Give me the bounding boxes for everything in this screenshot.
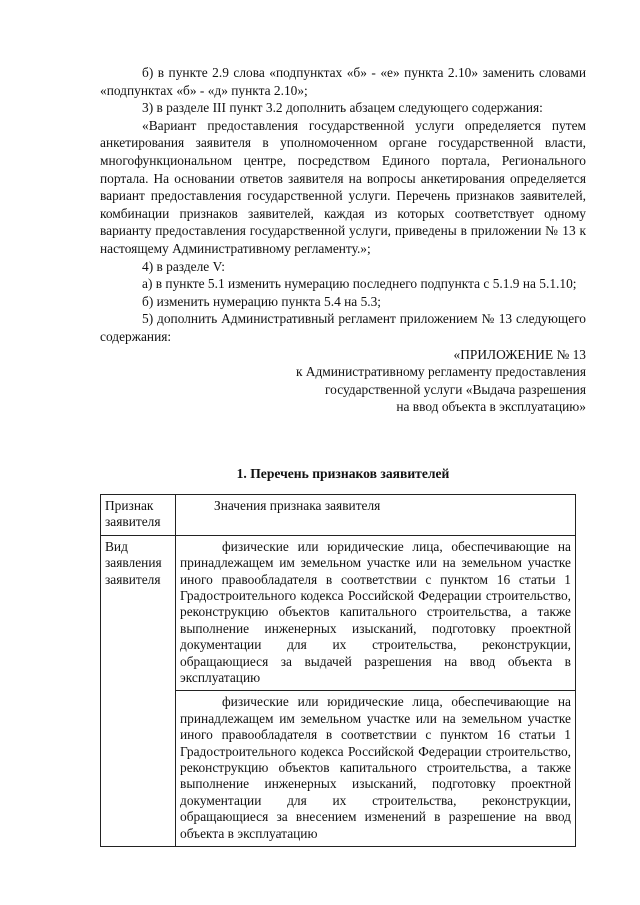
table-row-label: Вид заявления заявителя <box>101 535 176 846</box>
table-header-attribute: Признак заявителя <box>101 494 176 535</box>
appendix-reference-2: государственной услуги «Выдача разрешения <box>325 381 586 397</box>
appendix-reference-3: на ввод объекта в эксплуатацию» <box>396 399 586 415</box>
section-title: 1. Перечень признаков заявителей <box>236 465 450 481</box>
table-header-row <box>101 494 576 535</box>
appendix-header <box>100 346 586 416</box>
paragraph-section-3: 3) в разделе III пункт 3.2 дополнить абзацем следующего содержания: <box>142 100 543 116</box>
document-page <box>100 64 586 847</box>
table-header-values: Значения признака заявителя <box>176 494 576 535</box>
value-text-1: физические или юридические лица, обеспечивающие на принадлежащем им земельном участке или на земельном участке иного правообладателя в соответствии с пунктом 16 статьи 1 Градостроительного кодекса Российской Федерации строительство, реконструкцию объектов капитального строительства, а также выполнение инженерных изысканий, подготовку проектной документации для их строительства, реконструкции, обращающиеся за выдачей разрешения на ввод объекта в эксплуатацию <box>180 538 571 685</box>
applicant-attributes-table <box>100 494 576 847</box>
paragraph-2-9: б) в пункте 2.9 слова «подпунктах «б» - «е» пункта 2.10» заменить словами «подпунктах «б» - «д» пункта 2.10»; <box>100 65 586 98</box>
table-row <box>101 535 576 691</box>
paragraph-section-5: 4) в разделе V: <box>142 258 225 274</box>
table-cell-value-1 <box>176 535 576 691</box>
paragraph-appendix-intro: 5) дополнить Административный регламент приложением № 13 следующего содержания: <box>100 311 586 344</box>
appendix-number: «ПРИЛОЖЕНИЕ № 13 <box>453 346 586 362</box>
table-cell-value-2 <box>176 691 576 847</box>
appendix-reference-1: к Административному регламенту предоставления <box>295 364 586 380</box>
paragraph-variant-quote: «Вариант предоставления государственной услуги определяется путем анкетирования заявителя в уполномоченном органе государственной власти, многофункциональном центре, посредством Единого портала, Регионального портала. На основании ответов заявителя на вопросы анкетирования определяется вариант предоставления государственной услуги. Перечень признаков заявителей, комбинации признаков заявителей, каждая из которых соответствует одному варианту предоставления государственной услуги, приведены в приложении № 13 к настоящему Административному регламенту.»; <box>100 117 586 256</box>
value-text-2: физические или юридические лица, обеспечивающие на принадлежащем им земельном участке или на земельном участке иного правообладателя в соответствии с пунктом 16 статьи 1 Градостроительного кодекса Российской Федерации строительство, реконструкцию объектов капитального строительства, а также выполнение инженерных изысканий, подготовку проектной документации для их строительства, реконструкции, обращающиеся за внесением изменений в разрешение на ввод объекта в эксплуатацию <box>180 694 571 841</box>
paragraph-5-4: б) изменить нумерацию пункта 5.4 на 5.3; <box>142 293 382 309</box>
paragraph-5-1: а) в пункте 5.1 изменить нумерацию последнего подпункта с 5.1.9 на 5.1.10; <box>142 276 577 292</box>
